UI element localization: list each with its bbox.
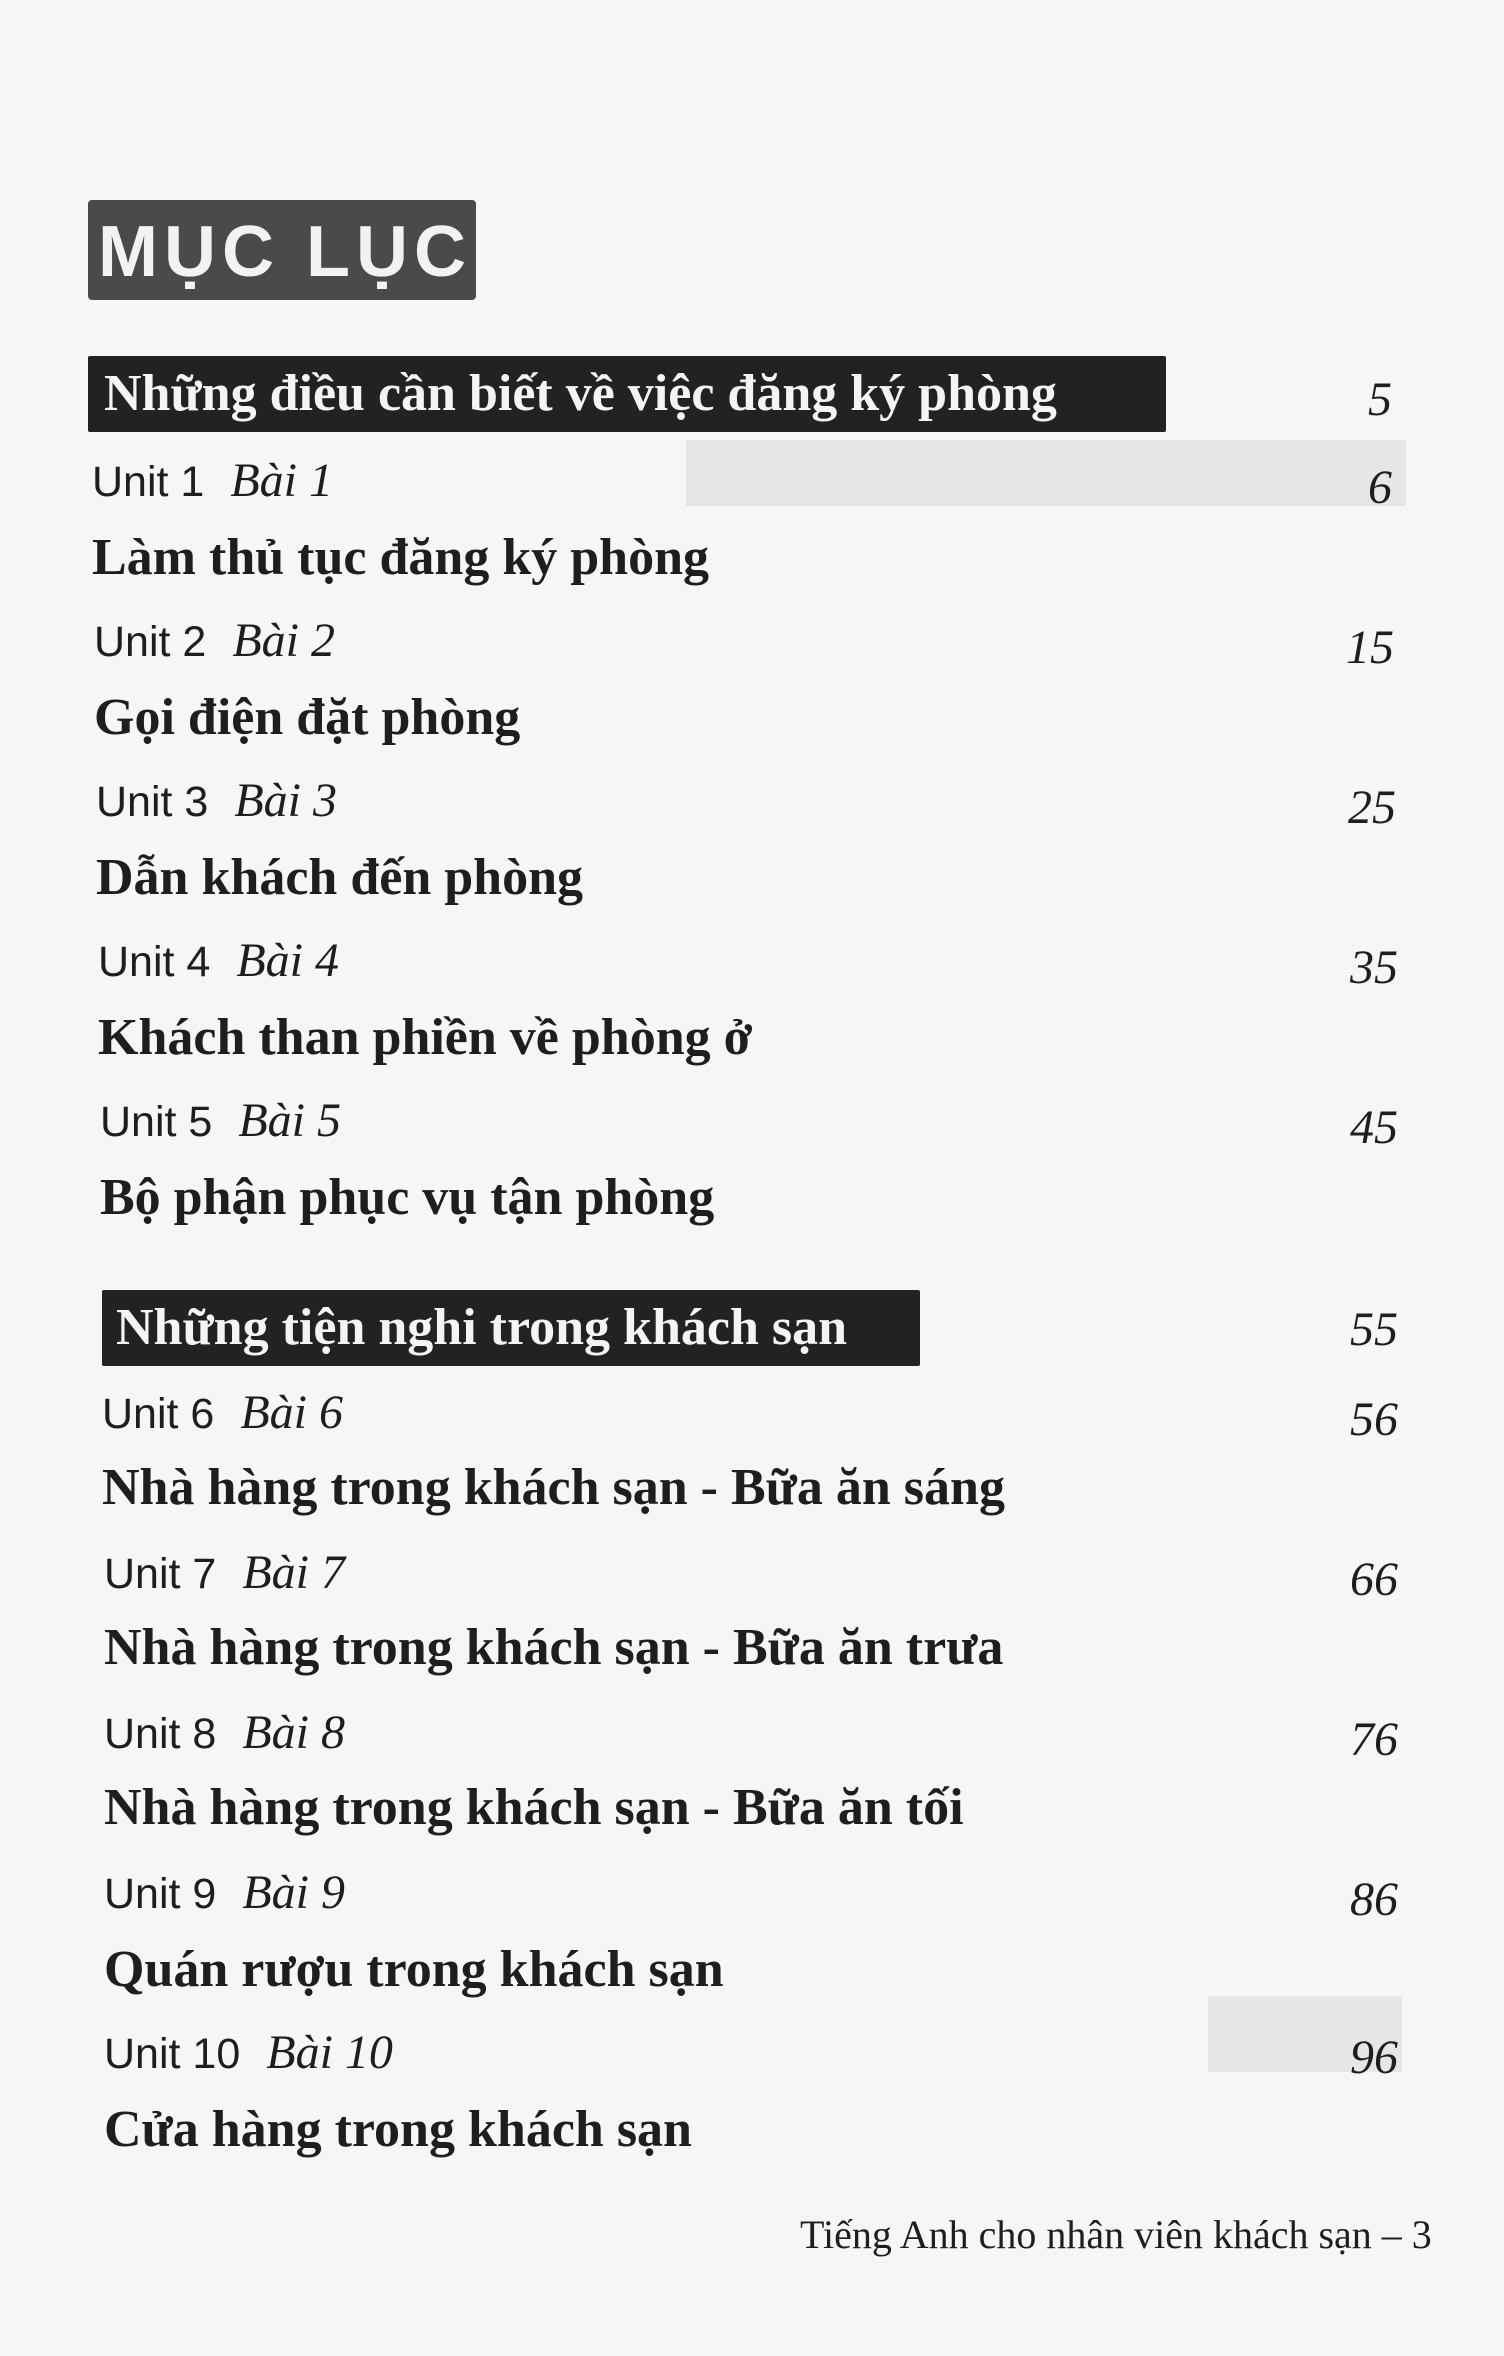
section-1-page: 5 <box>1368 373 1392 426</box>
bai-label: Bài 10 <box>266 2026 393 2079</box>
bai-label: Bài 8 <box>242 1706 345 1759</box>
entry-8-title: Nhà hàng trong khách sạn - Bữa ăn tối <box>104 1779 964 1836</box>
entry-7-page: 66 <box>1350 1553 1398 1606</box>
bai-label: Bài 1 <box>230 454 333 507</box>
section-2-page: 55 <box>1350 1303 1398 1356</box>
section-2-heading: Những tiện nghi trong khách sạn <box>116 1299 848 1356</box>
entry-6-unit <box>102 1388 343 1439</box>
page-title: MỤC LỤC <box>98 212 472 292</box>
bai-label: Bài 5 <box>238 1094 341 1147</box>
running-footer: Tiếng Anh cho nhân viên khách sạn – 3 <box>800 2212 1432 2257</box>
unit-label: Unit 6 <box>102 1390 215 1438</box>
entry-4-unit <box>98 936 339 987</box>
entry-10-title: Cửa hàng trong khách sạn <box>104 2101 692 2158</box>
bai-label: Bài 6 <box>240 1386 343 1439</box>
unit-label: Unit 8 <box>104 1710 217 1758</box>
entry-6-page: 56 <box>1350 1393 1398 1446</box>
entry-6-title: Nhà hàng trong khách sạn - Bữa ăn sáng <box>102 1459 1005 1516</box>
unit-label: Unit 1 <box>92 458 205 506</box>
bai-label: Bài 2 <box>232 614 335 667</box>
entry-2-page: 15 <box>1346 621 1394 674</box>
entry-1-page: 6 <box>1368 461 1392 514</box>
entry-4-page: 35 <box>1350 941 1398 994</box>
entry-7-unit <box>104 1548 345 1599</box>
entry-10-page: 96 <box>1350 2031 1398 2084</box>
entry-10-unit <box>104 2028 393 2079</box>
unit-label: Unit 7 <box>104 1550 217 1598</box>
entry-9-unit <box>104 1868 345 1919</box>
unit-label: Unit 4 <box>98 938 211 986</box>
entry-9-page: 86 <box>1350 1873 1398 1926</box>
entry-1-unit <box>92 456 333 507</box>
entry-2-title: Gọi điện đặt phòng <box>94 689 521 746</box>
entry-3-page: 25 <box>1348 781 1396 834</box>
entry-8-page: 76 <box>1350 1713 1398 1766</box>
bai-label: Bài 7 <box>242 1546 345 1599</box>
unit-label: Unit 3 <box>96 778 209 826</box>
entry-8-unit <box>104 1708 345 1759</box>
unit-label: Unit 10 <box>104 2030 241 2078</box>
section-1-heading: Những điều cần biết về việc đăng ký phòng <box>104 365 1057 422</box>
entry-5-title: Bộ phận phục vụ tận phòng <box>100 1169 715 1226</box>
entry-3-unit <box>96 776 337 827</box>
entry-5-unit <box>100 1096 341 1147</box>
entry-2-unit <box>94 616 335 667</box>
entry-3-title: Dẫn khách đến phòng <box>96 849 583 906</box>
bai-label: Bài 4 <box>236 934 339 987</box>
entry-1-title: Làm thủ tục đăng ký phòng <box>92 529 709 586</box>
unit-label: Unit 9 <box>104 1870 217 1918</box>
entry-4-title: Khách than phiền về phòng ở <box>98 1009 753 1066</box>
entry-7-title: Nhà hàng trong khách sạn - Bữa ăn trưa <box>104 1619 1004 1676</box>
unit-label: Unit 5 <box>100 1098 213 1146</box>
entry-9-title: Quán rượu trong khách sạn <box>104 1941 724 1998</box>
entry-5-page: 45 <box>1350 1101 1398 1154</box>
bai-label: Bài 9 <box>242 1866 345 1919</box>
bai-label: Bài 3 <box>234 774 337 827</box>
unit-label: Unit 2 <box>94 618 207 666</box>
